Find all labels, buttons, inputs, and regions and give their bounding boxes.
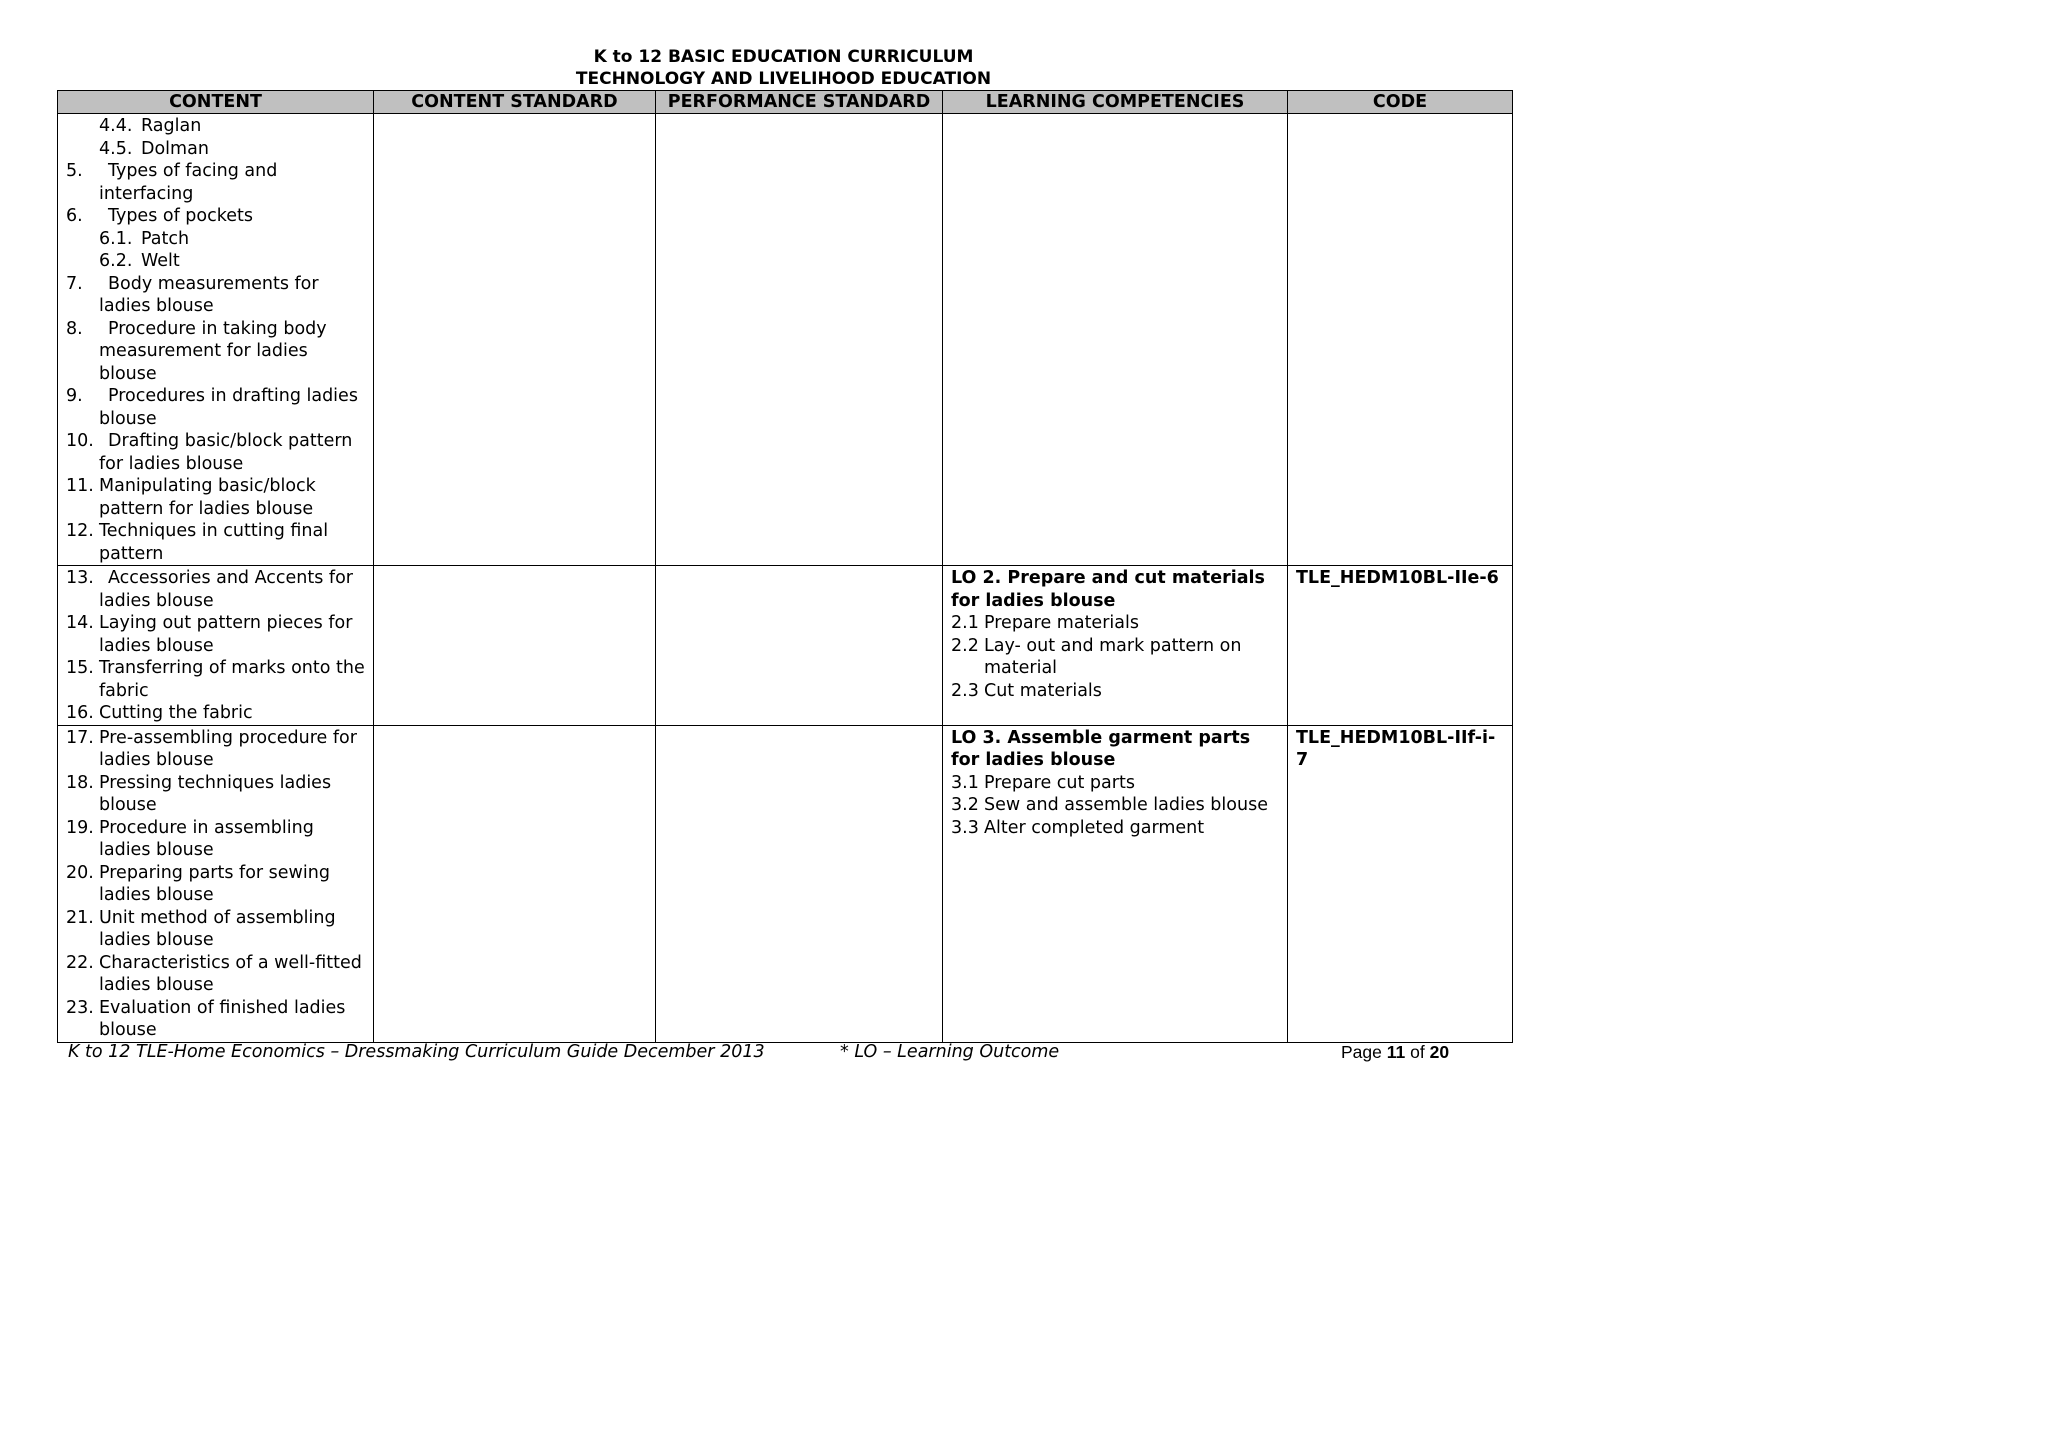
table-row <box>58 725 1513 1042</box>
content-item-number: 6. <box>66 206 83 226</box>
table-row <box>58 114 1513 566</box>
content-item-number: 19. <box>66 817 94 838</box>
competency-item <box>951 794 1279 817</box>
content-item-text: Procedure in assembling ladies blouse <box>99 817 314 860</box>
content-item-text: Procedures in drafting ladies blouse <box>99 386 358 429</box>
content-item-number: 6.1. <box>99 228 133 249</box>
competency-item <box>951 612 1279 635</box>
content-list-item <box>66 997 365 1042</box>
content-list-item <box>66 273 365 318</box>
competency-text: Prepare materials <box>984 613 1139 633</box>
content-item-text: Characteristics of a well-fitted ladies blouse <box>99 952 362 995</box>
content-item-number: 17. <box>66 727 94 748</box>
competency-number: 3.2 <box>951 795 979 815</box>
competency-text: Cut materials <box>984 680 1102 701</box>
code-cell <box>1288 114 1513 566</box>
learning-competencies-cell <box>943 566 1288 726</box>
content-list-item <box>66 727 365 772</box>
document-title: K to 12 BASIC EDUCATION CURRICULUM <box>593 47 974 67</box>
content-item-text: Transferring of marks onto the fabric <box>99 658 365 701</box>
content-item-number: 18. <box>66 772 94 793</box>
content-item-text: Preparing parts for sewing ladies blouse <box>99 862 330 905</box>
content-item-number: 21. <box>66 907 94 928</box>
content-item-text: Body measurements for ladies blouse <box>99 273 319 316</box>
footer-page-number <box>1341 1041 1449 1063</box>
page-total: 20 <box>1429 1042 1450 1062</box>
curriculum-table <box>57 90 1513 1043</box>
performance-standard-cell <box>656 725 943 1042</box>
content-item-number: 23. <box>66 997 94 1018</box>
content-item-number: 5. <box>66 161 83 181</box>
content-list-item <box>66 862 365 907</box>
content-item-number: 6.2. <box>99 251 133 271</box>
code-cell: TLE_HEDM10BL-IIf-i-7 <box>1288 725 1513 1042</box>
content-list-item <box>66 318 365 386</box>
content-item-number: 16. <box>66 703 94 723</box>
content-list-item <box>66 250 365 273</box>
content-item-number: 11. <box>66 476 94 496</box>
document-subtitle: TECHNOLOGY AND LIVELIHOOD EDUCATION <box>575 69 992 89</box>
competency-number: 2.2 <box>951 635 979 656</box>
content-list-item <box>66 115 365 138</box>
code-cell: TLE_HEDM10BL-IIe-6 <box>1288 566 1513 726</box>
content-item-text: Types of facing and interfacing <box>99 161 278 204</box>
content-cell <box>58 566 374 726</box>
content-list-item <box>66 772 365 817</box>
content-item-text: Laying out pattern pieces for ladies blouse <box>99 613 353 656</box>
competency-number: 2.3 <box>951 680 979 701</box>
column-header-content-standard: CONTENT STANDARD <box>374 91 656 114</box>
content-item-number: 15. <box>66 658 94 678</box>
content-list-item <box>66 817 365 862</box>
content-item-text: Raglan <box>141 116 202 136</box>
content-item-text: Types of pockets <box>108 206 253 226</box>
content-item-text: Dolman <box>141 138 209 159</box>
table-row <box>58 566 1513 726</box>
content-list-item <box>66 205 365 228</box>
learning-competencies-cell <box>943 725 1288 1042</box>
content-standard-cell <box>374 114 656 566</box>
content-item-number: 14. <box>66 613 94 633</box>
content-item-number: 20. <box>66 862 94 883</box>
content-list-item <box>66 702 365 725</box>
footer-guide-title: K to 12 TLE-Home Economics – Dressmaking Curriculum Guide December 2013 <box>68 1042 765 1062</box>
table-header-row <box>58 91 1513 114</box>
competency-item <box>951 817 1279 840</box>
content-item-number: 8. <box>66 318 83 339</box>
document-header <box>0 46 1567 90</box>
content-item-number: 9. <box>66 386 83 406</box>
content-item-number: 4.4. <box>99 116 133 136</box>
performance-standard-cell <box>656 566 943 726</box>
competency-number: 3.3 <box>951 817 979 838</box>
competency-number: 2.1 <box>951 613 979 633</box>
content-item-text: Manipulating basic/block pattern for ladies blouse <box>99 476 316 519</box>
content-list-item <box>66 475 365 520</box>
competency-text: Alter completed garment <box>984 817 1205 838</box>
learning-competencies-cell <box>943 114 1288 566</box>
footer-lo-legend: * LO – Learning Outcome <box>840 1042 1060 1062</box>
column-header-code: CODE <box>1288 91 1513 114</box>
page-prefix: Page <box>1341 1042 1382 1062</box>
competency-text: Sew and assemble ladies blouse <box>984 795 1268 815</box>
page-of: of <box>1410 1042 1425 1062</box>
column-header-content: CONTENT <box>58 91 374 114</box>
content-list-item <box>66 520 365 565</box>
content-list-item <box>66 430 365 475</box>
competency-item <box>951 772 1279 795</box>
content-list-item <box>66 907 365 952</box>
competency-text: Prepare cut parts <box>984 772 1135 793</box>
content-item-text: Procedure in taking body measurement for ladies blouse <box>99 318 327 384</box>
content-list-item <box>66 385 365 430</box>
column-header-learning-competencies: LEARNING COMPETENCIES <box>943 91 1288 114</box>
competency-text: Lay- out and mark pattern on material <box>984 635 1242 678</box>
content-item-text: Patch <box>141 228 190 249</box>
column-header-performance-standard: PERFORMANCE STANDARD <box>656 91 943 114</box>
competency-item <box>951 635 1279 680</box>
content-list-item <box>66 567 365 612</box>
content-item-text: Evaluation of finished ladies blouse <box>99 997 346 1040</box>
content-list-item <box>66 228 365 251</box>
content-standard-cell <box>374 566 656 726</box>
content-cell <box>58 725 374 1042</box>
content-item-text: Pre-assembling procedure for ladies blouse <box>99 727 357 770</box>
content-item-text: Pressing techniques ladies blouse <box>99 772 332 815</box>
learning-outcome-title: LO 3. Assemble garment parts for ladies blouse <box>951 727 1251 770</box>
content-list <box>66 567 365 725</box>
content-list <box>66 115 365 565</box>
content-list-item <box>66 612 365 657</box>
performance-standard-cell <box>656 114 943 566</box>
content-item-number: 4.5. <box>99 138 133 159</box>
content-item-text: Unit method of assembling ladies blouse <box>99 907 336 950</box>
competency-number: 3.1 <box>951 772 979 793</box>
content-list-item <box>66 657 365 702</box>
content-item-text: Techniques in cutting final pattern <box>99 521 329 564</box>
content-item-number: 10. <box>66 431 94 451</box>
content-item-number: 22. <box>66 952 94 973</box>
content-item-number: 12. <box>66 521 94 541</box>
content-item-text: Cutting the fabric <box>99 703 253 723</box>
content-item-number: 7. <box>66 273 83 294</box>
competency-item <box>951 680 1279 703</box>
page-current: 11 <box>1386 1042 1406 1062</box>
content-standard-cell <box>374 725 656 1042</box>
content-item-number: 13. <box>66 568 94 588</box>
content-item-text: Welt <box>141 251 180 271</box>
content-cell <box>58 114 374 566</box>
learning-outcome-title: LO 2. Prepare and cut materials for ladies blouse <box>951 568 1265 611</box>
content-list-item <box>66 952 365 997</box>
content-item-text: Drafting basic/block pattern for ladies blouse <box>99 431 353 474</box>
content-list <box>66 727 365 1042</box>
content-item-text: Accessories and Accents for ladies blouse <box>99 568 353 611</box>
content-list-item <box>66 160 365 205</box>
content-list-item <box>66 138 365 161</box>
